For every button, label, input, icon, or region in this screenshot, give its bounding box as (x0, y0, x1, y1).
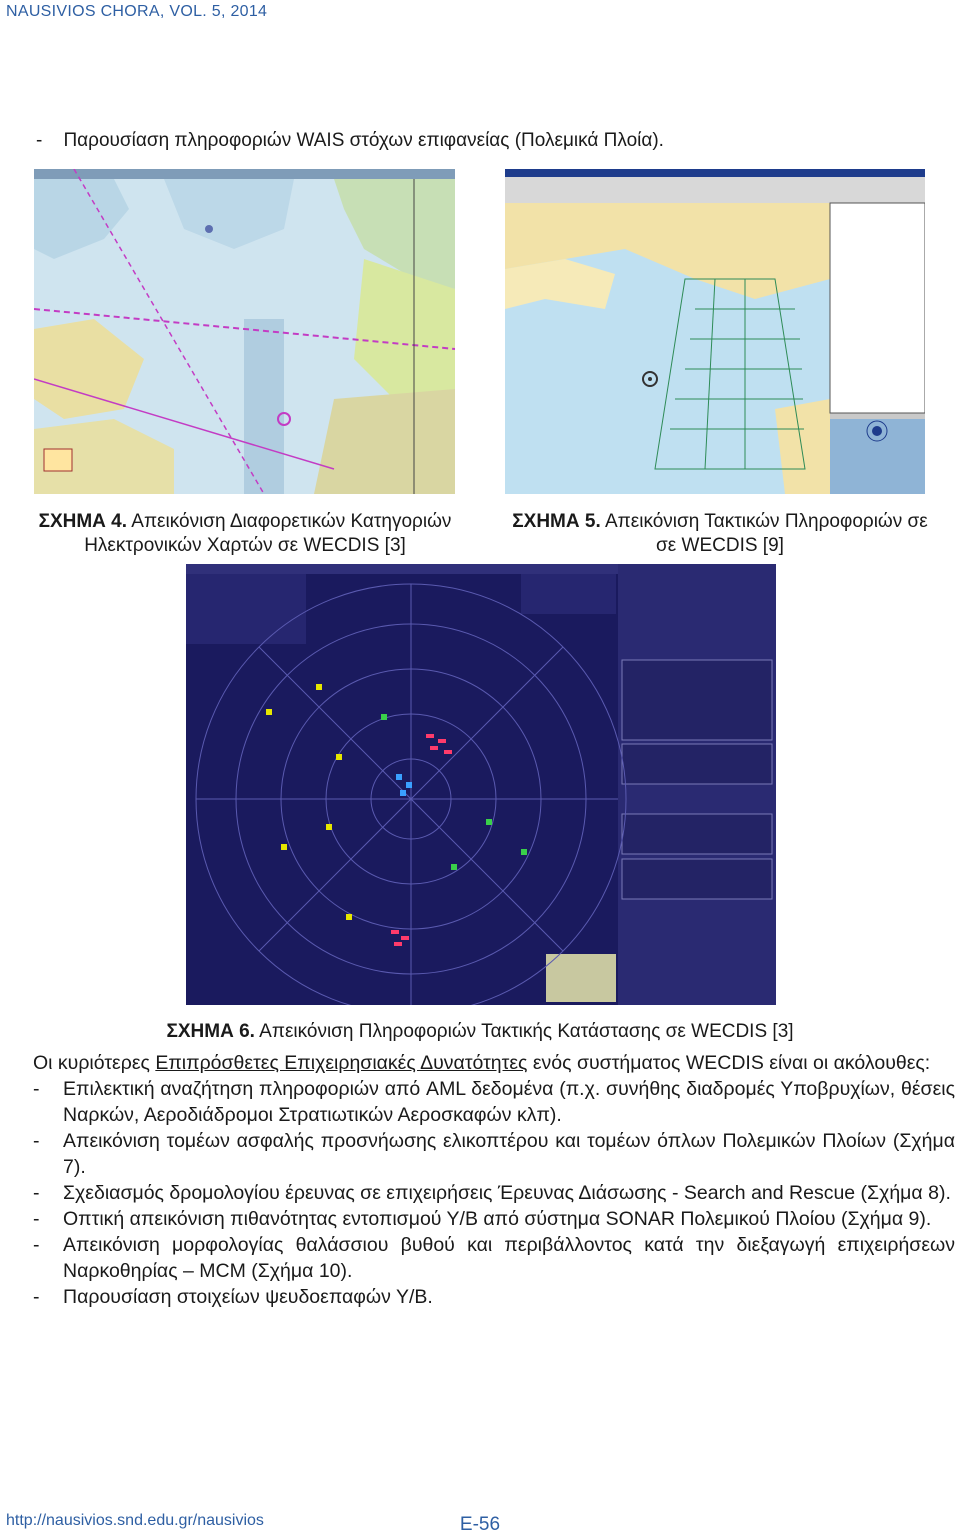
figure-6-caption-text: Απεικόνιση Πληροφοριών Τακτικής Κατάστασης σε WECDIS [3] (259, 1021, 794, 1042)
list-item (33, 1232, 955, 1284)
list-dash: - (33, 1130, 40, 1152)
figure-4-number: ΣΧΗΜΑ 4. (38, 511, 128, 532)
page-number: E-56 (459, 1514, 501, 1535)
tactical-display-illustration (505, 169, 925, 494)
figure-4-caption (5, 510, 485, 558)
figure-4-caption-line2: Ηλεκτρονικών Χαρτών σε WECDIS [3] (84, 535, 406, 556)
list-item-text: Απεικόνιση μορφολογίας θαλάσσιου βυθού και περιβάλλοντος κατά την διεξαγωγή επιχειρήσεων Ναρκοθηρίας – MCM (Σχήμα 10). (63, 1234, 955, 1282)
list-item-text: Επιλεκτική αναζήτηση πληροφοριών από AML δεδομένα (π.χ. συνήθης διαδρομές Υποβρυχίων, θέσεις Ναρκών, Αεροδιάδρομοι Στρατιωτικών Αεροσκαφών κλπ). (63, 1078, 955, 1126)
list-dash: - (33, 1078, 40, 1100)
lead-pre: Οι κυριότερες (33, 1052, 156, 1074)
footer-url-link[interactable]: http://nausivios.snd.edu.gr/nausivios (6, 1512, 264, 1529)
intro-bullet (36, 130, 664, 152)
figure-6-radar-image (186, 564, 776, 1005)
body-text (33, 1050, 955, 1310)
list-item (33, 1284, 955, 1310)
list-item-text: Παρουσίαση στοιχείων ψευδοεπαφών Υ/Β. (63, 1286, 433, 1308)
figure-6-caption (0, 1020, 960, 1044)
journal-header: NAUSIVIOS CHORA, VOL. 5, 2014 (6, 3, 268, 20)
list-item (33, 1180, 955, 1206)
lead-paragraph (33, 1050, 955, 1076)
lead-underlined: Επιπρόσθετες Επιχειρησιακές Δυνατότητες (155, 1052, 528, 1074)
list-item (33, 1206, 955, 1232)
figure-5-caption (480, 510, 960, 558)
list-item (33, 1076, 955, 1128)
figure-5-caption-line1: Απεικόνιση Τακτικών Πληροφοριών σε (604, 511, 928, 532)
figure-5-number: ΣΧΗΜΑ 5. (512, 511, 601, 532)
figure-5-tactical-image (505, 169, 925, 494)
list-dash: - (33, 1182, 40, 1204)
figure-5-caption-line2: σε WECDIS [9] (656, 535, 784, 556)
lead-post: ενός συστήματος WECDIS είναι οι ακόλουθες: (527, 1052, 931, 1074)
figure-6-number: ΣΧΗΜΑ 6. (166, 1021, 255, 1042)
list-item (33, 1128, 955, 1180)
intro-bullet-text: Παρουσίαση πληροφοριών WAIS στόχων επιφανείας (Πολεμικά Πλοία). (63, 130, 664, 151)
list-item-text: Σχεδιασμός δρομολογίου έρευνας σε επιχειρήσεις Έρευνας Διάσωσης - Search and Rescue (Σχήμα 8). (63, 1182, 951, 1204)
figure-4-caption-line1: Απεικόνιση Διαφορετικών Κατηγοριών (131, 511, 452, 532)
figure-4-chart-image (34, 169, 455, 494)
list-item-text: Απεικόνιση τομέων ασφαλής προσνήωσης ελικοπτέρου και τομέων όπλων Πολεμικών Πλοίων (Σχήμα 7). (63, 1130, 955, 1178)
list-dash: - (33, 1234, 40, 1256)
bullet-dash: - (36, 130, 43, 151)
list-item-text: Οπτική απεικόνιση πιθανότητας εντοπισμού Υ/Β από σύστημα SONAR Πολεμικού Πλοίου (Σχήμα 9). (63, 1208, 932, 1230)
radar-display-illustration (186, 564, 776, 1005)
electronic-chart-illustration (34, 169, 455, 494)
list-dash: - (33, 1286, 40, 1308)
list-dash: - (33, 1208, 40, 1230)
